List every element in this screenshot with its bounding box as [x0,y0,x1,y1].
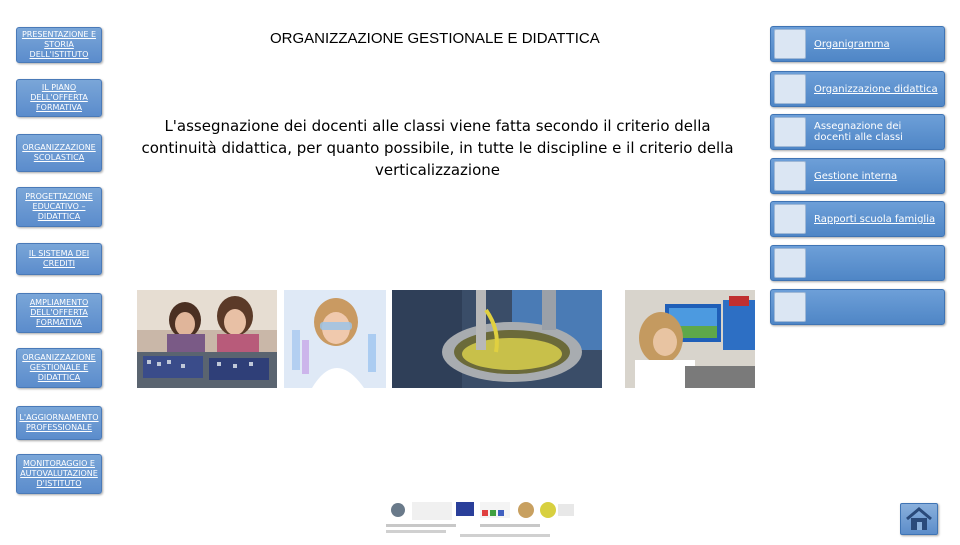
nav-progettazione-educativo-didattica[interactable] [16,187,102,227]
nav-label: Rapporti scuola famiglia [814,213,936,225]
nav-label: Organizzazione didattica [814,83,938,95]
nav-label: ORGANIZZAZIONE SCOLASTICA [22,143,96,162]
page-description: L'assegnazione dei docenti alle classi viene fatta secondo il criterio della continuità didattica, per quanto possibile, in tutte le discipline e il criterio della verticalizzazione [141,117,734,179]
nav-organizzazione-scolastica[interactable] [16,134,102,172]
nav-monitoraggio-autovalutazione[interactable] [16,454,102,494]
nav-empty-2[interactable] [770,289,945,325]
home-button[interactable] [900,503,938,535]
nav-label: L'AGGIORNAMENTO PROFESSIONALE [19,413,99,432]
nav-label [814,290,938,324]
nav-label: MONITORAGGIO E AUTOVALUTAZIONE D'ISTITUTO [20,459,98,488]
nav-assegnazione-docenti[interactable] [770,114,945,150]
action-square-icon [774,117,806,147]
nav-label: Assegnazione dei docenti alle classi [814,121,903,143]
photo-lab-scientist [284,290,386,388]
nav-sistema-crediti[interactable] [16,243,102,275]
nav-empty-1[interactable] [770,245,945,281]
nav-label: Gestione interna [814,170,898,182]
action-square-icon [774,74,806,104]
action-square-icon [774,248,806,278]
nav-organigramma[interactable] [770,26,945,62]
photo-olive-oil-processing [392,290,602,388]
nav-label [814,246,938,280]
action-square-icon [774,204,806,234]
institutional-logos [386,500,576,540]
photo-student-computer [625,290,755,388]
action-square-icon [774,292,806,322]
photo-students-electronics [137,290,277,388]
nav-label: Organigramma [814,38,890,50]
nav-piano-offerta-formativa[interactable] [16,79,102,117]
nav-organizzazione-didattica[interactable] [770,71,945,107]
nav-label: PRESENTAZIONE E STORIA DELL'ISTITUTO [21,30,97,59]
nav-presentazione-storia[interactable] [16,27,102,63]
nav-aggiornamento-professionale[interactable] [16,406,102,440]
nav-label: PROGETTAZIONE EDUCATIVO – DIDATTICA [25,192,93,221]
nav-label: ORGANIZZAZIONE GESTIONALE E DIDATTICA [22,353,96,382]
nav-gestione-interna[interactable] [770,158,945,194]
nav-label: AMPLIAMENTO DELL'OFFERTA FORMATIVA [29,298,89,327]
page-title: ORGANIZZAZIONE GESTIONALE E DIDATTICA [270,30,600,47]
nav-ampliamento-offerta-formativa[interactable] [16,293,102,333]
nav-label: IL PIANO DELL'OFFERTA FORMATIVA [30,83,88,112]
nav-organizzazione-gestionale-didattica[interactable] [16,348,102,388]
action-square-icon [774,29,806,59]
action-square-icon [774,161,806,191]
nav-label: IL SISTEMA DEI CREDITI [28,249,90,268]
home-icon [901,521,937,538]
nav-rapporti-scuola-famiglia[interactable] [770,201,945,237]
